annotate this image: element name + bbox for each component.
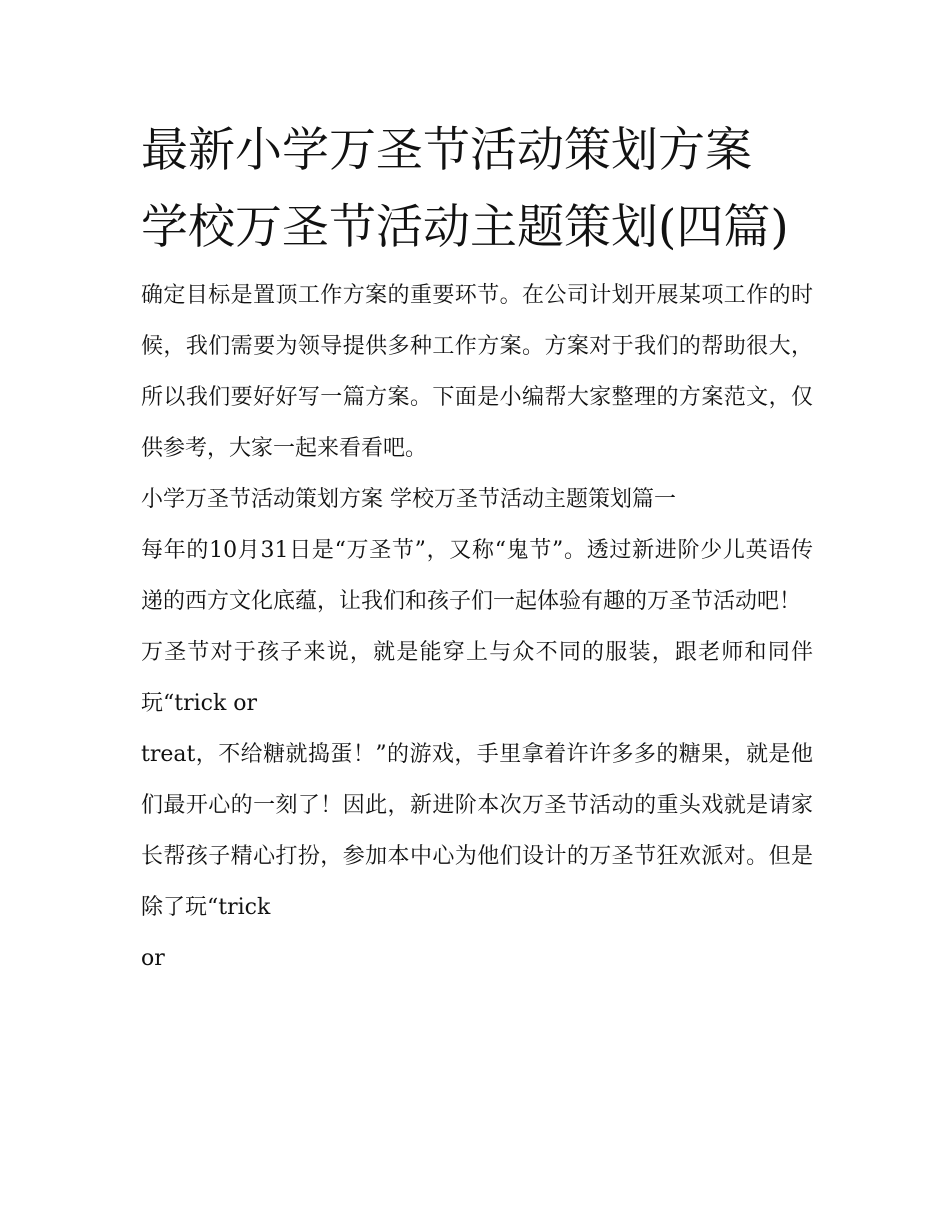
body-paragraph-1: 每年的10月31日是“万圣节”，又称“鬼节”。透过新进阶少儿英语传递的西方文化底蕴，让我们和孩子们一起体验有趣的万圣节活动吧！ bbox=[141, 538, 813, 614]
document-title: 最新小学万圣节活动策划方案 学校万圣节活动主题策划(四篇) bbox=[141, 123, 789, 255]
document-page bbox=[141, 112, 813, 984]
body-paragraph-2-end: or bbox=[141, 946, 165, 971]
body-paragraph-2-continued: treat，不给糖就捣蛋！”的游戏，手里拿着许许多多的糖果，就是他们最开心的一刻了！因此，新进阶本次万圣节活动的重头戏就是请家长帮孩子精心打扮，参加本中心为他们设计的万圣节狂欢派对。但是除了玩“trick bbox=[141, 742, 813, 920]
section-heading: 小学万圣节活动策划方案 学校万圣节活动主题策划篇一 bbox=[141, 487, 676, 512]
body-paragraph-2-start: 万圣节对于孩子来说，就是能穿上与众不同的服装，跟老师和同伴玩“trick or bbox=[141, 640, 813, 716]
intro-paragraph: 确定目标是置顶工作方案的重要环节。在公司计划开展某项工作的时候，我们需要为领导提供多种工作方案。方案对于我们的帮助很大，所以我们要好好写一篇方案。下面是小编帮大家整理的方案范文，仅供参考，大家一起来看看吧。 bbox=[141, 283, 813, 461]
